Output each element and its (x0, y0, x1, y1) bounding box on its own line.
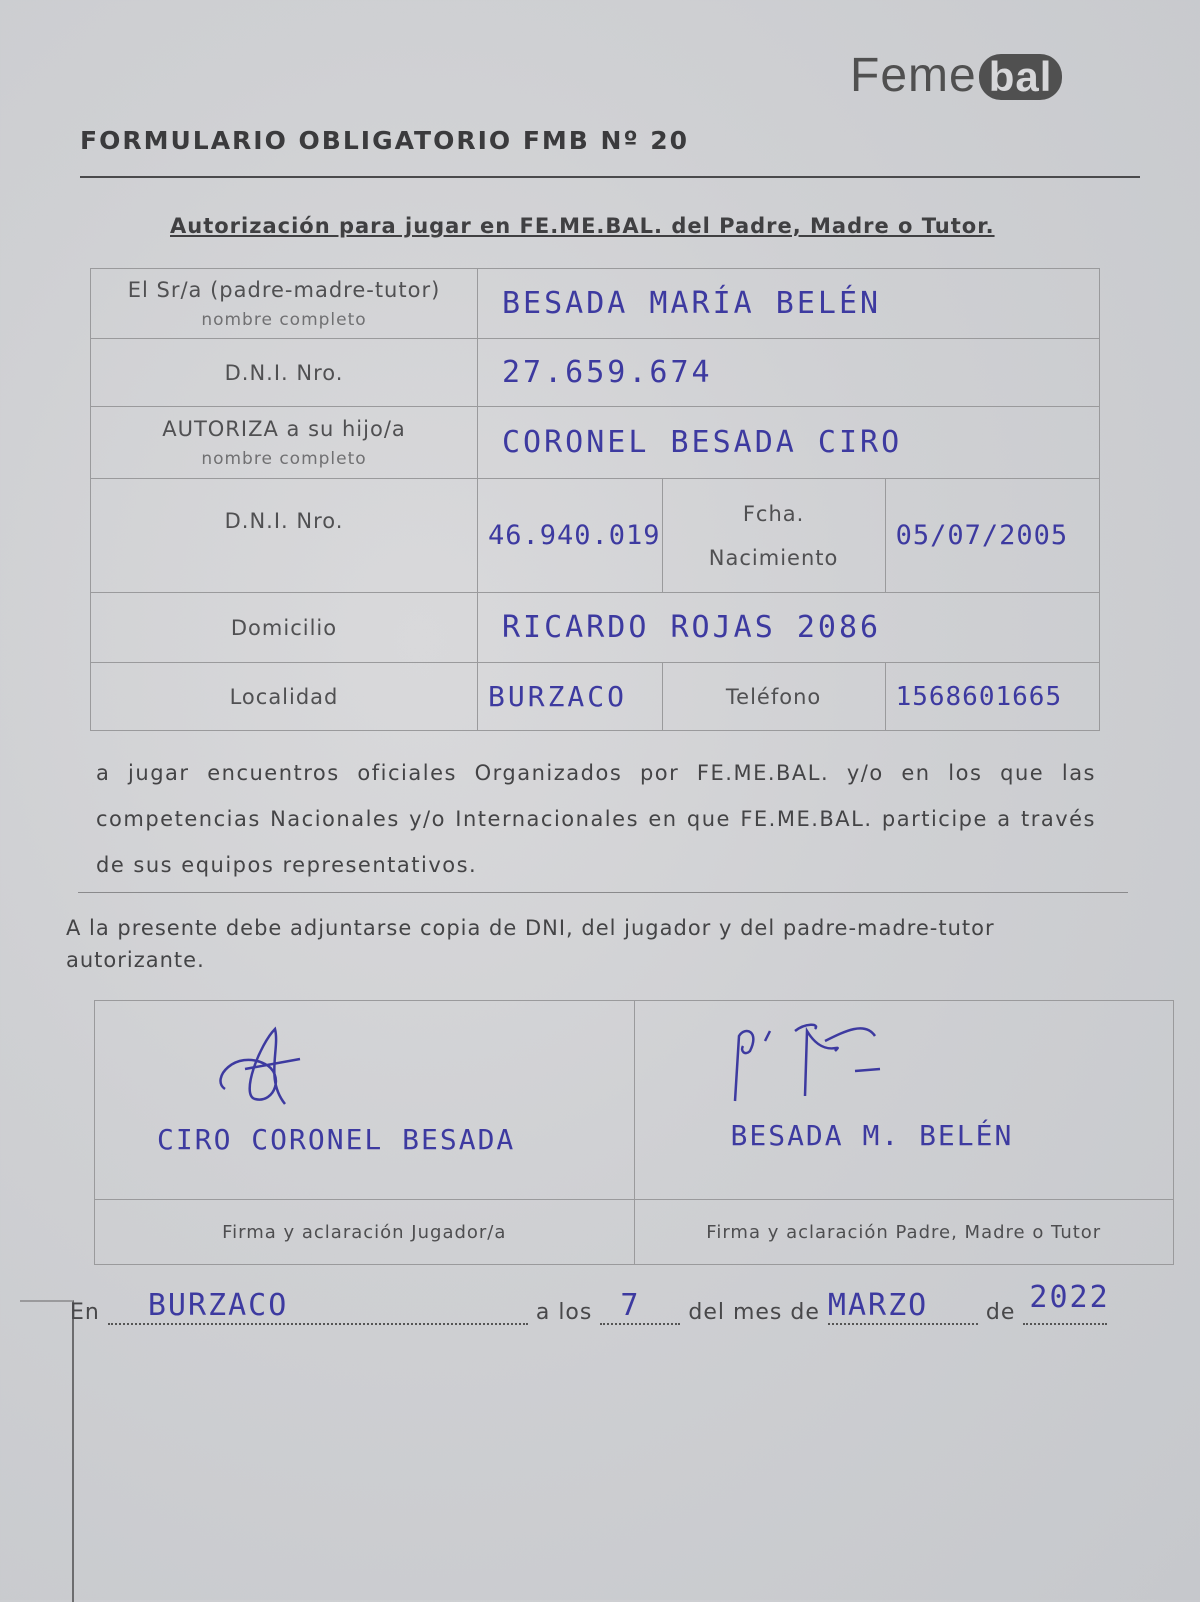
phone-value: 1568601665 (885, 663, 1099, 731)
parent-name-label (91, 269, 478, 339)
birth-date-value: 05/07/2005 (885, 479, 1099, 593)
child-dni-value: 46.940.019 (478, 479, 663, 593)
a-los-label: a los (535, 1300, 593, 1325)
paper-edge (20, 1300, 74, 1602)
attachment-note: A la presente debe adjuntarse copia de DNI, del jugador y del padre-madre-tutor autorizante. (66, 916, 995, 972)
day-field (600, 1288, 680, 1325)
parent-dni-value: 27.659.674 (478, 339, 1100, 407)
de-label: de (985, 1300, 1016, 1325)
day-value: 7 (620, 1288, 641, 1323)
year-field (1023, 1280, 1110, 1325)
mes-label: del mes de (688, 1300, 820, 1325)
logo-text: Feme (850, 49, 977, 102)
authorization-table (90, 268, 1100, 731)
parent-name-value: BESADA MARÍA BELÉN (478, 269, 1100, 339)
player-signature-caption: Firma y aclaración Jugador/a (95, 1200, 635, 1265)
parent-dni-label: D.N.I. Nro. (91, 339, 478, 407)
form-title: FORMULARIO OBLIGATORIO FMB Nº 20 (80, 126, 690, 155)
address-label: Domicilio (91, 593, 478, 663)
authorization-text: a jugar encuentros oficiales Organizados por FE.ME.BAL. y/o en los que las competencias Nacionales y/o Internacionales en que FE.ME.BAL. participe a través de sus equipos representativos. (96, 761, 1096, 877)
divider (78, 892, 1128, 893)
month-value: MARZO (827, 1288, 929, 1323)
parent-sublabel: nombre completo (201, 309, 367, 330)
femebal-logo (850, 48, 1062, 103)
player-printed-name: CIRO CORONEL BESADA (157, 1123, 516, 1156)
month-field (827, 1288, 978, 1325)
locality-value: BURZACO (478, 663, 663, 731)
player-signature-box (95, 1001, 635, 1200)
place-field (108, 1288, 528, 1325)
phone-label: Teléfono (662, 663, 885, 731)
en-label: En (70, 1300, 100, 1325)
birth-date-label (662, 479, 885, 593)
birth-label-line2: Nacimiento (708, 545, 839, 570)
parent-label-text: El Sr/a (padre-madre-tutor) (127, 277, 441, 302)
form-subtitle: Autorización para jugar en FE.ME.BAL. del Padre, Madre o Tutor. (170, 214, 995, 238)
divider (80, 176, 1140, 178)
child-sublabel: nombre completo (201, 448, 367, 469)
child-dni-label: D.N.I. Nro. (91, 479, 478, 593)
date-place-line (70, 1280, 1110, 1325)
player-signature (205, 1019, 315, 1109)
parent-printed-name: BESADA M. BELÉN (730, 1119, 1014, 1152)
logo-badge: bal (979, 54, 1063, 100)
birth-label-line1: Fcha. (742, 501, 805, 526)
address-value: RICARDO ROJAS 2086 (478, 593, 1100, 663)
parent-signature-box (634, 1001, 1174, 1200)
signature-table (94, 1000, 1174, 1265)
place-value: BURZACO (147, 1288, 289, 1323)
child-label-text: AUTORIZA a su hijo/a (162, 416, 406, 441)
locality-label: Localidad (91, 663, 478, 731)
child-name-value: CORONEL BESADA CIRO (478, 407, 1100, 479)
child-name-label (91, 407, 478, 479)
year-value: 2022 (1029, 1280, 1110, 1315)
parent-signature-caption: Firma y aclaración Padre, Madre o Tutor (634, 1200, 1174, 1265)
parent-signature (725, 1001, 915, 1111)
